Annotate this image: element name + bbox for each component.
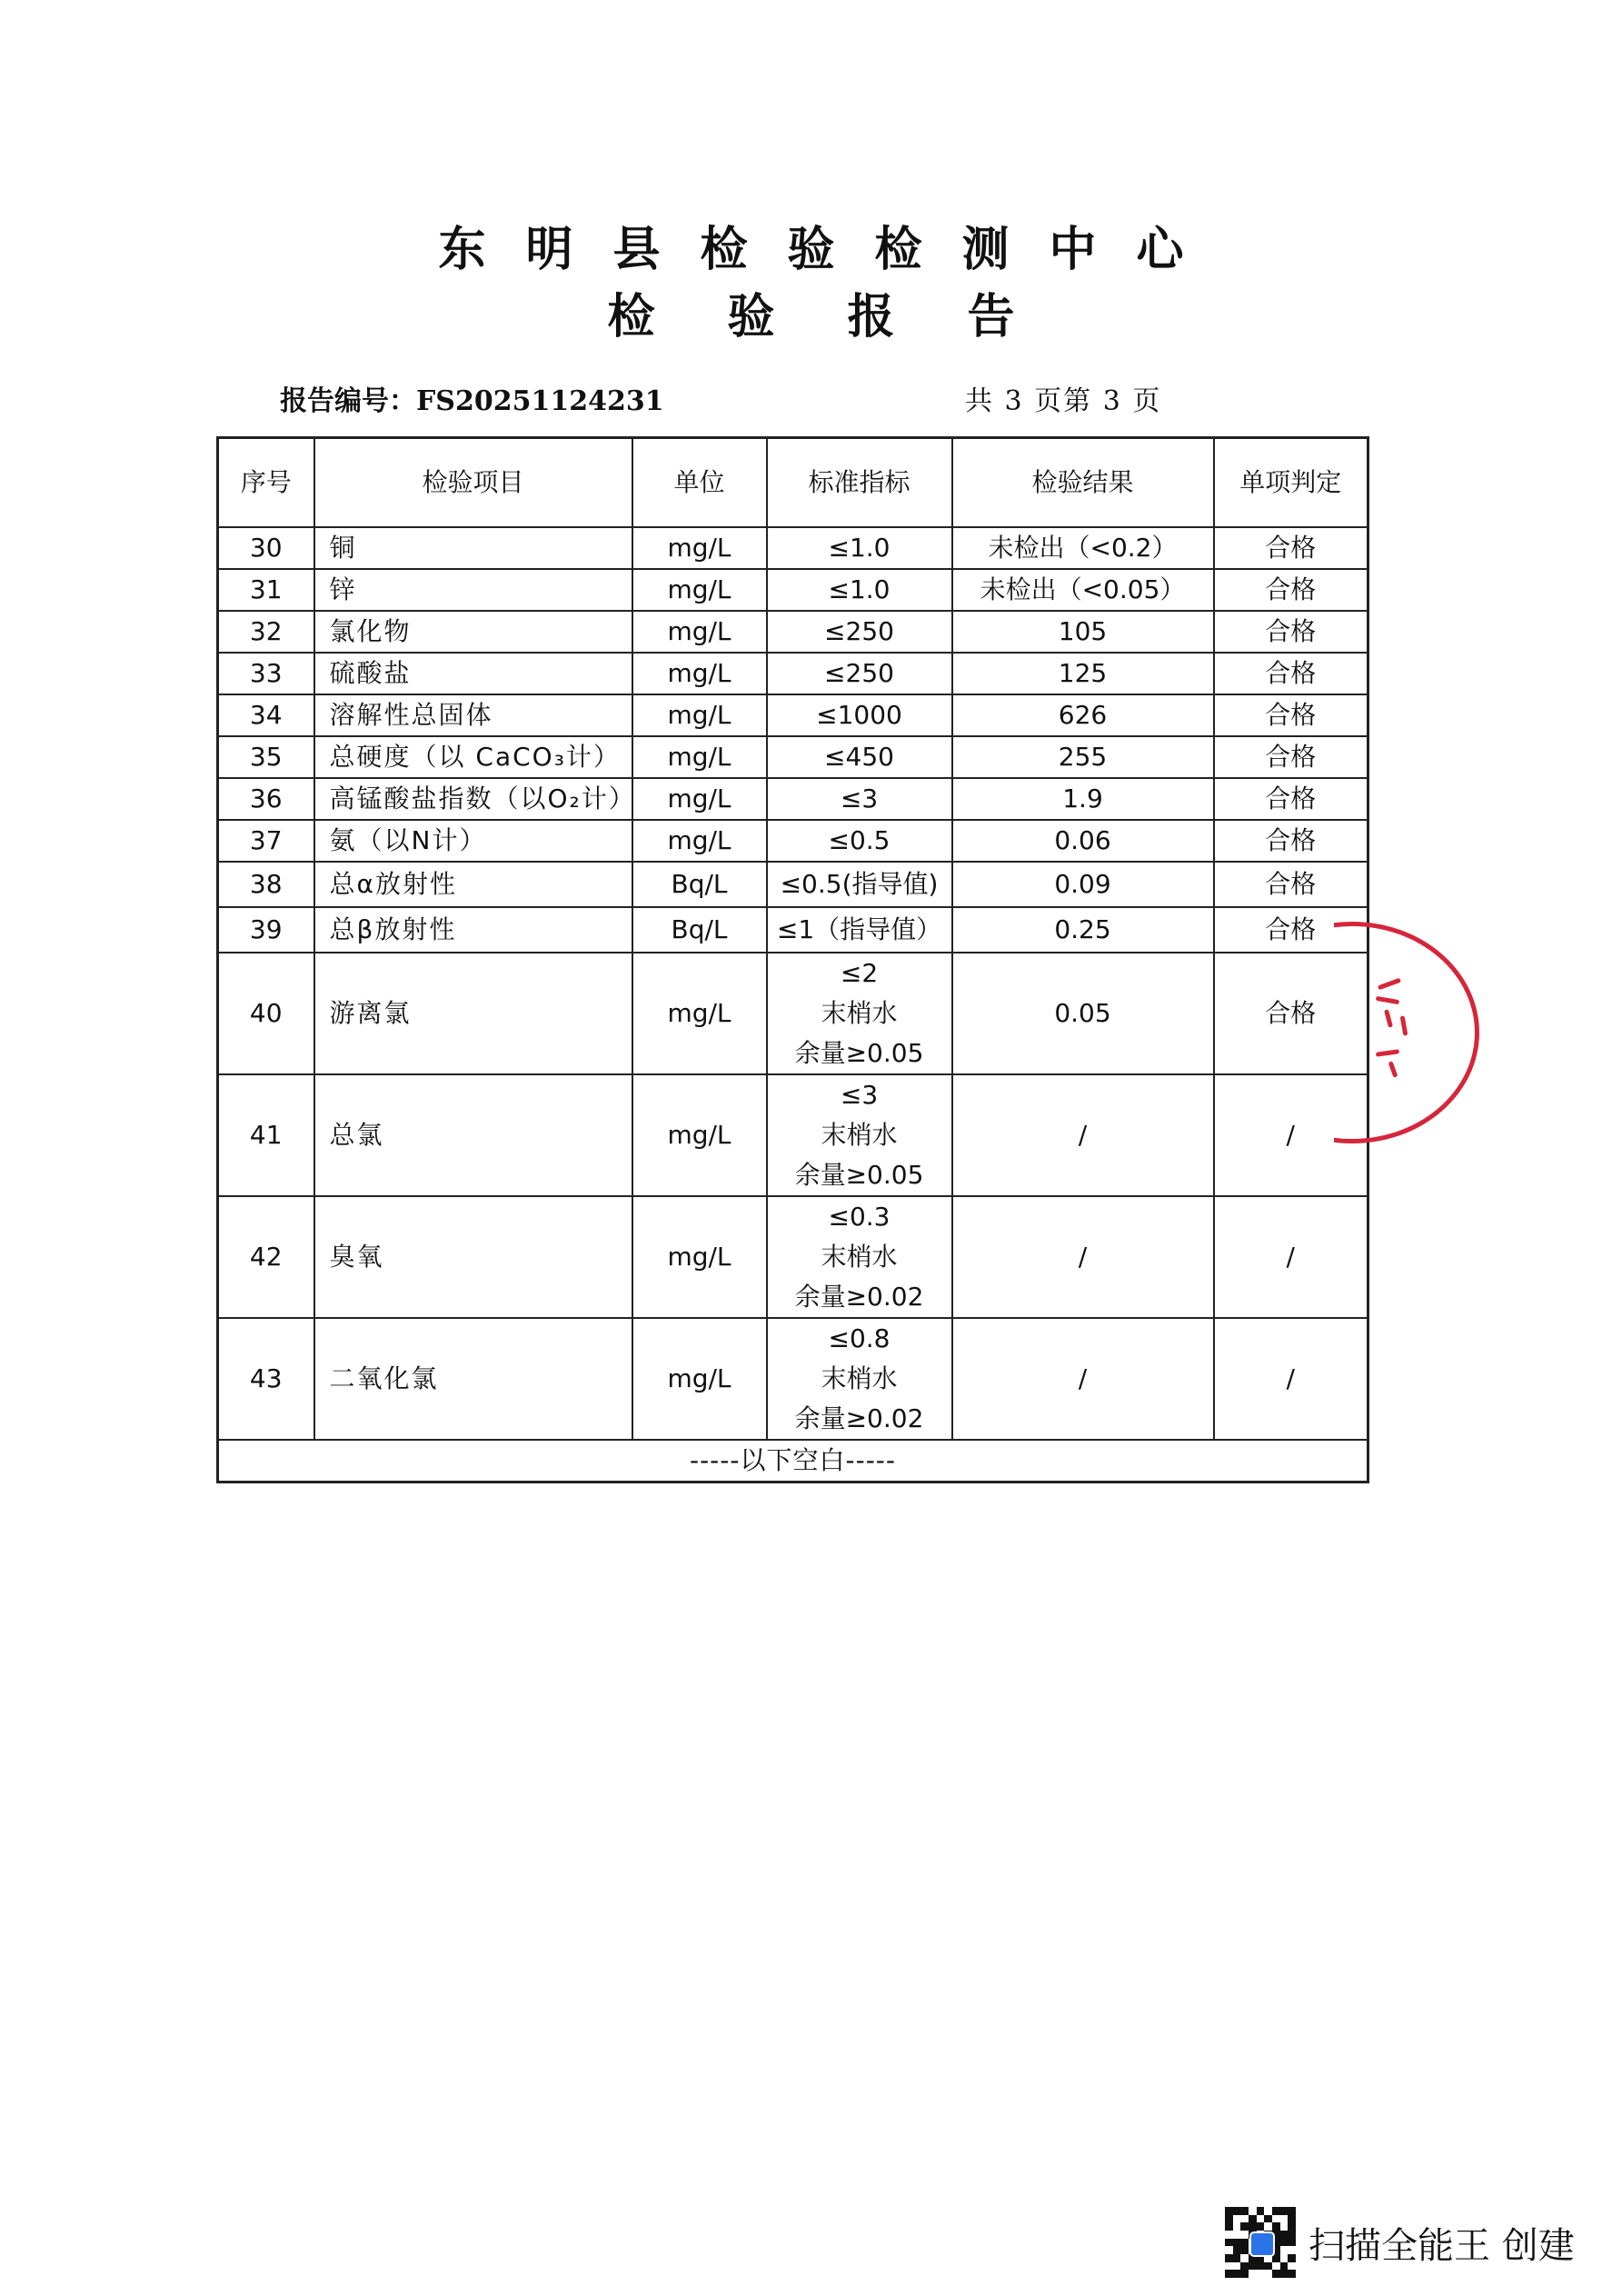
cell-result: 626 xyxy=(952,694,1214,736)
cell-verdict: 合格 xyxy=(1214,527,1368,569)
cell-no: 36 xyxy=(218,778,314,820)
cell-no: 34 xyxy=(218,694,314,736)
cell-verdict: / xyxy=(1214,1074,1368,1196)
cell-unit: mg/L xyxy=(632,653,767,694)
col-header-verdict: 单项判定 xyxy=(1214,438,1368,528)
cell-verdict: 合格 xyxy=(1214,736,1368,778)
app-logo-icon xyxy=(1249,2231,1275,2257)
cell-no: 39 xyxy=(218,907,314,953)
table-row xyxy=(218,736,1368,778)
standard-line: 余量≥0.02 xyxy=(794,1282,924,1312)
cell-unit: mg/L xyxy=(632,611,767,653)
standard-line: ≤1（指导值） xyxy=(776,914,942,944)
cell-standard xyxy=(767,611,952,653)
cell-verdict: / xyxy=(1214,1318,1368,1440)
cell-no: 31 xyxy=(218,569,314,611)
cell-no: 37 xyxy=(218,820,314,862)
cell-item: 总β放射性 xyxy=(314,907,632,953)
cell-verdict: 合格 xyxy=(1214,953,1368,1074)
cell-unit: Bq/L xyxy=(632,907,767,953)
table-row xyxy=(218,1318,1368,1440)
cell-unit: mg/L xyxy=(632,694,767,736)
cell-unit: mg/L xyxy=(632,1074,767,1196)
cell-no: 38 xyxy=(218,862,314,907)
doc-title: 检验报告 xyxy=(607,289,1088,344)
cell-verdict: 合格 xyxy=(1214,653,1368,694)
standard-line: ≤1.0 xyxy=(828,533,891,563)
cell-item: 臭氧 xyxy=(314,1196,632,1318)
cell-item: 硫酸盐 xyxy=(314,653,632,694)
cell-item: 溶解性总固体 xyxy=(314,694,632,736)
standard-line: 末梢水 xyxy=(821,1242,898,1272)
cell-no: 30 xyxy=(218,527,314,569)
col-header-item: 检验项目 xyxy=(314,438,632,528)
cell-no: 41 xyxy=(218,1074,314,1196)
table-row xyxy=(218,820,1368,862)
page-info: 共 3 页第 3 页 xyxy=(965,385,1162,417)
org-name: 东明县检验检测中心 xyxy=(438,222,1224,277)
table-row xyxy=(218,778,1368,820)
standard-line: ≤250 xyxy=(824,658,894,688)
cell-result: 0.06 xyxy=(952,820,1214,862)
standard-line: ≤3 xyxy=(840,784,879,814)
table-row xyxy=(218,527,1368,569)
cell-standard xyxy=(767,569,952,611)
col-header-no: 序号 xyxy=(218,438,314,528)
standard-line: ≤2 xyxy=(840,958,879,988)
cell-result: / xyxy=(952,1318,1214,1440)
cell-result: 0.25 xyxy=(952,907,1214,953)
cell-result: / xyxy=(952,1074,1214,1196)
col-header-result: 检验结果 xyxy=(952,438,1214,528)
cell-item: 总α放射性 xyxy=(314,862,632,907)
cell-no: 40 xyxy=(218,953,314,1074)
cell-item: 锌 xyxy=(314,569,632,611)
report-table xyxy=(216,436,1369,1483)
cell-standard xyxy=(767,907,952,953)
cell-unit: mg/L xyxy=(632,736,767,778)
table-row xyxy=(218,1074,1368,1196)
cell-verdict: / xyxy=(1214,1196,1368,1318)
blank-note-row xyxy=(218,1440,1368,1482)
cell-standard xyxy=(767,736,952,778)
cell-verdict: 合格 xyxy=(1214,778,1368,820)
cell-result: 1.9 xyxy=(952,778,1214,820)
cell-verdict: 合格 xyxy=(1214,862,1368,907)
cell-standard xyxy=(767,953,952,1074)
cell-standard xyxy=(767,1196,952,1318)
cell-standard xyxy=(767,778,952,820)
cell-verdict: 合格 xyxy=(1214,907,1368,953)
standard-line: ≤3 xyxy=(840,1080,879,1110)
standard-line: ≤1000 xyxy=(816,700,902,730)
cell-no: 33 xyxy=(218,653,314,694)
standard-line: ≤250 xyxy=(824,616,894,646)
standard-line: ≤0.8 xyxy=(828,1323,891,1353)
cell-no: 35 xyxy=(218,736,314,778)
cell-standard xyxy=(767,527,952,569)
cell-item: 总氯 xyxy=(314,1074,632,1196)
standard-line: ≤0.5(指导值) xyxy=(780,869,939,899)
col-header-standard: 标准指标 xyxy=(767,438,952,528)
cell-result: 0.09 xyxy=(952,862,1214,907)
standard-line: ≤1.0 xyxy=(828,574,891,604)
cell-result: 105 xyxy=(952,611,1214,653)
cell-standard xyxy=(767,1074,952,1196)
table-row xyxy=(218,611,1368,653)
table-row xyxy=(218,569,1368,611)
cell-result: 0.05 xyxy=(952,953,1214,1074)
cell-item: 游离氯 xyxy=(314,953,632,1074)
official-seal-stamp xyxy=(1334,922,1488,1149)
qr-code-icon xyxy=(1225,2207,1296,2278)
standard-line: 余量≥0.05 xyxy=(794,1038,924,1068)
cell-result: / xyxy=(952,1196,1214,1318)
cell-no: 42 xyxy=(218,1196,314,1318)
cell-unit: mg/L xyxy=(632,953,767,1074)
col-header-unit: 单位 xyxy=(632,438,767,528)
standard-line: ≤0.3 xyxy=(828,1202,891,1232)
table-row xyxy=(218,1196,1368,1318)
cell-unit: mg/L xyxy=(632,569,767,611)
table-row xyxy=(218,907,1368,953)
cell-unit: mg/L xyxy=(632,778,767,820)
standard-line: 余量≥0.02 xyxy=(794,1403,924,1433)
cell-result: 125 xyxy=(952,653,1214,694)
cell-unit: mg/L xyxy=(632,1318,767,1440)
standard-line: 末梢水 xyxy=(821,1363,898,1393)
cell-standard xyxy=(767,694,952,736)
cell-unit: mg/L xyxy=(632,527,767,569)
cell-no: 32 xyxy=(218,611,314,653)
table-row xyxy=(218,953,1368,1074)
watermark-label: 扫描全能王 创建 xyxy=(1309,2224,1575,2267)
cell-item: 氨（以N计） xyxy=(314,820,632,862)
cell-item: 氯化物 xyxy=(314,611,632,653)
report-number: 报告编号：FS20251124231 xyxy=(280,385,664,417)
standard-line: ≤0.5 xyxy=(828,825,891,855)
cell-result: 255 xyxy=(952,736,1214,778)
cell-item: 铜 xyxy=(314,527,632,569)
cell-verdict: 合格 xyxy=(1214,820,1368,862)
standard-line: ≤450 xyxy=(824,742,894,772)
cell-standard xyxy=(767,653,952,694)
table-header-row xyxy=(218,438,1368,528)
cell-result: 未检出（<0.05） xyxy=(952,569,1214,611)
standard-line: 末梢水 xyxy=(821,998,898,1028)
standard-line: 余量≥0.05 xyxy=(794,1160,924,1190)
table-row xyxy=(218,694,1368,736)
cell-verdict: 合格 xyxy=(1214,611,1368,653)
cell-standard xyxy=(767,862,952,907)
cell-standard xyxy=(767,1318,952,1440)
cell-unit: mg/L xyxy=(632,1196,767,1318)
table-row xyxy=(218,862,1368,907)
blank-note: -----以下空白----- xyxy=(218,1440,1368,1482)
cell-no: 43 xyxy=(218,1318,314,1440)
cell-item: 高锰酸盐指数（以O₂计） xyxy=(314,778,632,820)
table-row xyxy=(218,653,1368,694)
scanner-watermark xyxy=(1225,2207,1575,2278)
cell-item: 总硬度（以 CaCO₃计） xyxy=(314,736,632,778)
cell-standard xyxy=(767,820,952,862)
standard-line: 末梢水 xyxy=(821,1120,898,1150)
cell-result: 未检出（<0.2） xyxy=(952,527,1214,569)
cell-verdict: 合格 xyxy=(1214,569,1368,611)
cell-unit: mg/L xyxy=(632,820,767,862)
cell-item: 二氧化氯 xyxy=(314,1318,632,1440)
cell-unit: Bq/L xyxy=(632,862,767,907)
cell-verdict: 合格 xyxy=(1214,694,1368,736)
